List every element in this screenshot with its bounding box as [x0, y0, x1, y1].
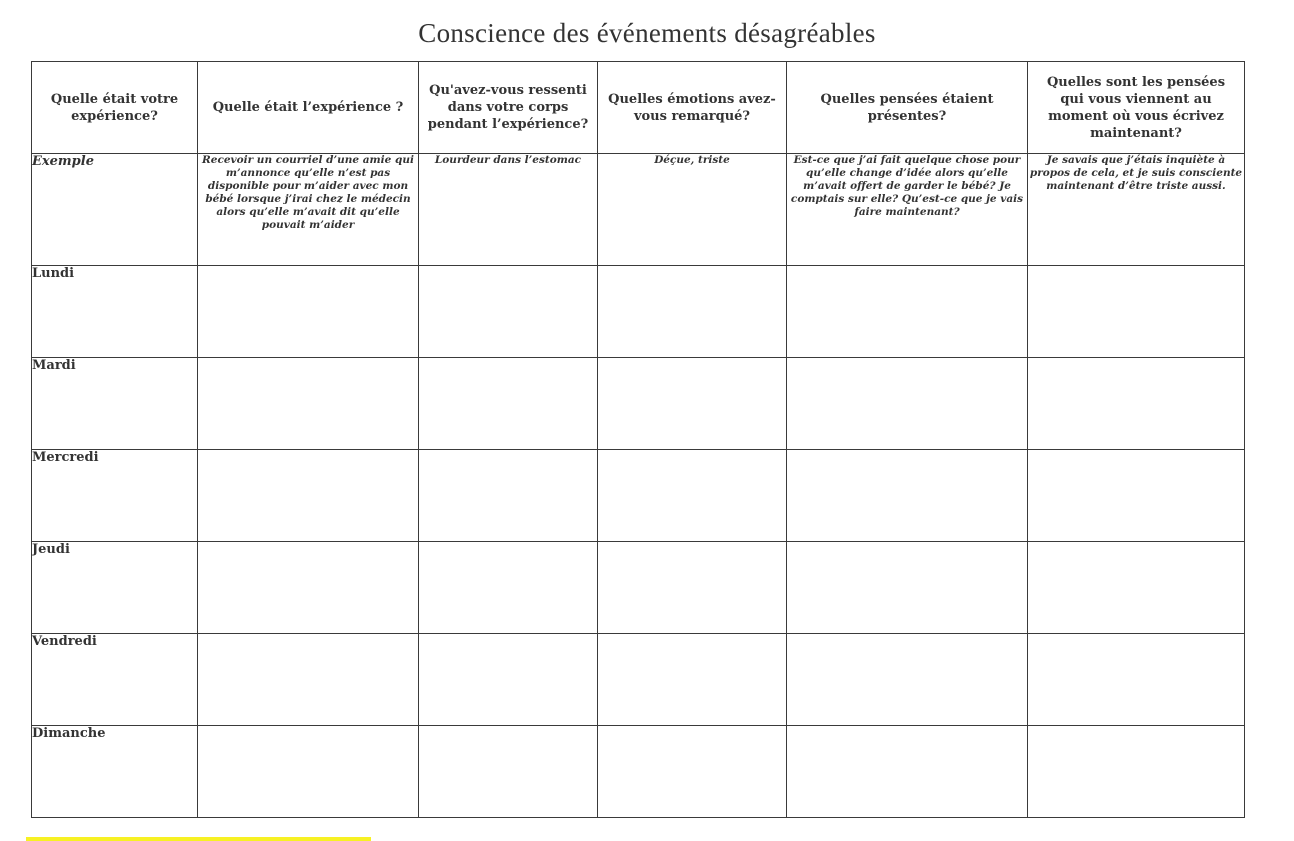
journal-table: [31, 61, 1245, 818]
entry-cell[interactable]: [787, 542, 1028, 634]
entry-cell[interactable]: [1028, 634, 1245, 726]
entry-cell[interactable]: [787, 358, 1028, 450]
entry-cell[interactable]: [1028, 726, 1245, 818]
day-label-dimanche: Dimanche: [32, 726, 198, 818]
day-label-vendredi: Vendredi: [32, 634, 198, 726]
entry-cell[interactable]: [419, 358, 598, 450]
example-body: Lourdeur dans l’estomac: [419, 154, 598, 266]
entry-cell[interactable]: [198, 726, 419, 818]
entry-cell[interactable]: [787, 266, 1028, 358]
day-label-mardi: Mardi: [32, 358, 198, 450]
table-row: [32, 266, 1245, 358]
table-row: [32, 542, 1245, 634]
entry-cell[interactable]: [419, 266, 598, 358]
entry-cell[interactable]: [1028, 266, 1245, 358]
entry-cell[interactable]: [198, 542, 419, 634]
table-row: [32, 358, 1245, 450]
column-header-emotions: Quelles émotions avez-vous remarqué?: [598, 62, 787, 154]
day-label-mercredi: Mercredi: [32, 450, 198, 542]
column-header-what-experience: Quelle était l’expérience ?: [198, 62, 419, 154]
entry-cell[interactable]: [598, 266, 787, 358]
entry-cell[interactable]: [787, 450, 1028, 542]
entry-cell[interactable]: [787, 634, 1028, 726]
entry-cell[interactable]: [198, 358, 419, 450]
entry-cell[interactable]: [787, 726, 1028, 818]
entry-cell[interactable]: [198, 450, 419, 542]
entry-cell[interactable]: [419, 726, 598, 818]
column-header-now-thoughts: Quelles sont les pensées qui vous viennent au moment où vous écrivez maintenant?: [1028, 62, 1245, 154]
highlight-underline: [26, 837, 371, 841]
entry-cell[interactable]: [198, 266, 419, 358]
entry-cell[interactable]: [598, 542, 787, 634]
table-row: [32, 634, 1245, 726]
column-header-experience: Quelle était votre expérience?: [32, 62, 198, 154]
entry-cell[interactable]: [1028, 358, 1245, 450]
entry-cell[interactable]: [419, 634, 598, 726]
table-row: [32, 726, 1245, 818]
column-header-body: Qu'avez-vous ressenti dans votre corps pendant l’expérience?: [419, 62, 598, 154]
example-emotions: Déçue, triste: [598, 154, 787, 266]
example-thoughts: Est-ce que j’ai fait quelque chose pour qu’elle change d’idée alors qu’elle m’avait offert de garder le bébé? Je comptais sur elle? Qu’est-ce que je vais faire maintenant?: [787, 154, 1028, 266]
day-label-jeudi: Jeudi: [32, 542, 198, 634]
entry-cell[interactable]: [419, 542, 598, 634]
entry-cell[interactable]: [419, 450, 598, 542]
entry-cell[interactable]: [598, 358, 787, 450]
header-row: [32, 62, 1245, 154]
example-experience: Recevoir un courriel d’une amie qui m’annonce qu’elle n’est pas disponible pour m’aider avec mon bébé lorsque j’irai chez le médecin alors qu’elle m’avait dit qu’elle pouvait m’aider: [198, 154, 419, 266]
example-label: Exemple: [32, 154, 198, 266]
entry-cell[interactable]: [1028, 450, 1245, 542]
column-header-thoughts: Quelles pensées étaient présentes?: [787, 62, 1028, 154]
example-row: [32, 154, 1245, 266]
entry-cell[interactable]: [1028, 542, 1245, 634]
example-now-thoughts: Je savais que j’étais inquiète à propos de cela, et je suis consciente maintenant d’être triste aussi.: [1028, 154, 1245, 266]
entry-cell[interactable]: [598, 634, 787, 726]
page-title: Conscience des événements désagréables: [418, 18, 876, 48]
entry-cell[interactable]: [598, 726, 787, 818]
day-label-lundi: Lundi: [32, 266, 198, 358]
entry-cell[interactable]: [198, 634, 419, 726]
table-row: [32, 450, 1245, 542]
entry-cell[interactable]: [598, 450, 787, 542]
